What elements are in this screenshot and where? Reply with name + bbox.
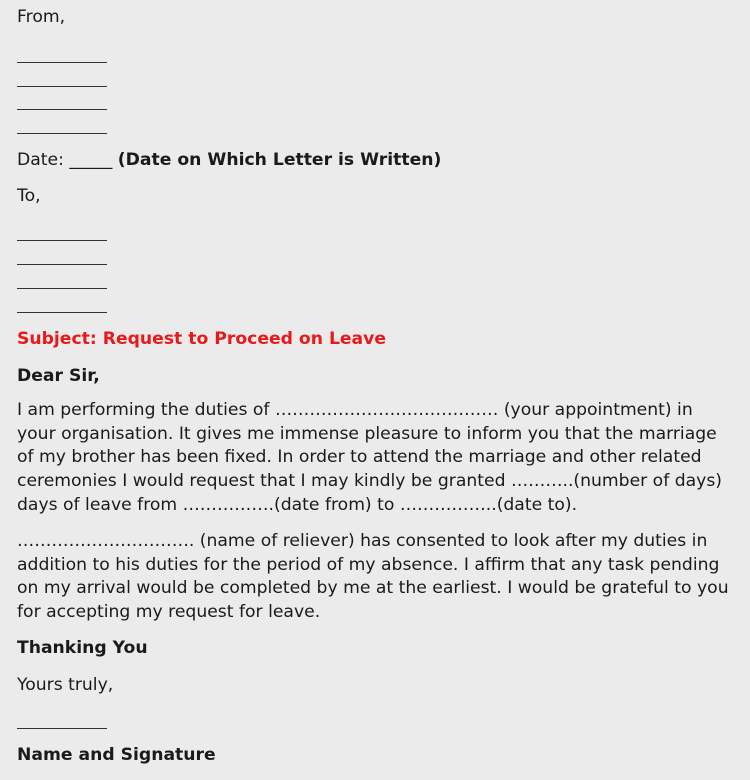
date-note: (Date on Which Letter is Written): [117, 150, 442, 170]
body-paragraph-1: I am performing the duties of ………………………………… (your appointment) in your organisation. It gives me immense pleasure to inform you that the marriage of my brother has been fixed. In order to attend the marriage and other related ceremonies I would request that I may kindly be granted ………..(number of days) days of leave from …………….(date from) to ……………..(date to).: [17, 400, 722, 515]
signature-line: [17, 728, 107, 729]
recipient-address-line-1: [17, 240, 107, 241]
recipient-address-line-2: [17, 264, 107, 265]
sender-address-line-2: [17, 86, 107, 87]
date-line: [17, 149, 441, 173]
thanks-line: Thanking You: [17, 638, 148, 658]
salutation: Dear Sir,: [17, 366, 100, 386]
subject-line: Subject: Request to Proceed on Leave: [17, 329, 387, 349]
recipient-address-line-3: [17, 288, 107, 289]
sender-address-line-1: [17, 62, 107, 63]
sender-address-line-4: [17, 133, 107, 134]
closing-line: Yours truly,: [17, 675, 114, 695]
signature-label: Name and Signature: [17, 745, 216, 765]
body-paragraph-2: …………………………. (name of reliever) has consented to look after my duties in addition to his duties for the period of my absence. I affirm that any task pending on my arrival would be completed by me at the earliest. I would be grateful to you for accepting my request for leave.: [17, 531, 729, 623]
recipient-address-line-4: [17, 312, 107, 313]
from-label: From,: [17, 7, 66, 27]
date-label: Date: _____: [17, 150, 118, 170]
sender-address-line-3: [17, 109, 107, 110]
to-label: To,: [17, 186, 41, 206]
